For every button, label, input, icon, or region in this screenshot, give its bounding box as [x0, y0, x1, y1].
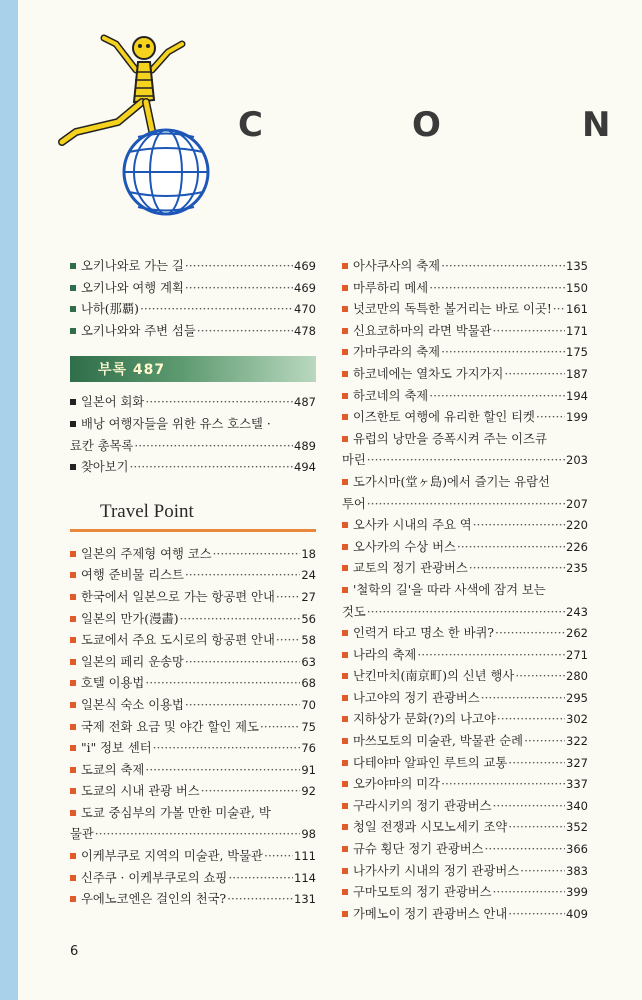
- bullet-icon: [342, 911, 348, 917]
- toc-entry-title: 다테야마 알파인 루트의 교통: [353, 755, 508, 770]
- toc-entry: [342, 753, 588, 775]
- toc-entry-title: 난킨마치(南京町)의 신년 행사: [353, 669, 515, 684]
- toc-entry-page: 98: [301, 827, 316, 842]
- toc-entry-page: 340: [566, 798, 588, 813]
- toc-entry: [342, 364, 588, 386]
- leader-dots: [153, 738, 301, 760]
- globe-icon: [124, 130, 208, 214]
- toc-entry-title: 교토의 정기 관광버스: [353, 561, 468, 576]
- bullet-icon: [70, 853, 76, 859]
- toc-entry-page: 171: [566, 323, 588, 338]
- toc-entry-title: 일본의 만가(漫畵): [81, 611, 179, 626]
- leader-dots: [515, 666, 565, 688]
- leader-dots: [429, 386, 565, 408]
- toc-entry-page: 114: [294, 870, 316, 885]
- bullet-icon: [70, 594, 76, 600]
- toc-entry-title-continued: 물관: [70, 827, 94, 842]
- leader-dots: [197, 321, 293, 343]
- toc-entry-page: 187: [566, 366, 588, 381]
- leader-dots: [185, 565, 301, 587]
- bullet-icon: [70, 745, 76, 751]
- toc-entry-title: 한국에서 일본으로 가는 항공편 안내: [81, 589, 275, 604]
- leader-dots: [185, 652, 301, 674]
- toc-entry: [342, 817, 588, 839]
- leader-dots: [185, 278, 293, 300]
- toc-entry: [342, 796, 588, 818]
- bullet-icon: [342, 738, 348, 744]
- bullet-icon: [342, 803, 348, 809]
- toc-entry-page: 489: [294, 438, 316, 453]
- toc-entry-title: 나하(那覇): [81, 302, 139, 317]
- leader-dots: [508, 753, 565, 775]
- toc-entry: [342, 321, 588, 343]
- toc-entry: [70, 299, 316, 321]
- toc-entry-page: 131: [294, 892, 316, 907]
- toc-entry-title: 도가시마(堂ヶ島)에서 즐기는 유람선: [353, 474, 550, 489]
- leader-dots: [504, 364, 565, 386]
- leader-dots: [367, 602, 565, 624]
- toc-entry-title: 이즈한토 여행에 유리한 할인 티켓: [353, 410, 535, 425]
- bullet-icon: [342, 328, 348, 334]
- bullet-icon: [70, 875, 76, 881]
- leader-dots: [145, 673, 300, 695]
- toc-entry-title: 우에노코엔은 걸인의 천국?: [81, 892, 227, 907]
- toc-entry-page: 18: [301, 546, 316, 561]
- toc-entry: [342, 342, 588, 364]
- toc-entry: [342, 515, 588, 537]
- leader-dots: [493, 882, 566, 904]
- toc-entry-page: 220: [566, 518, 588, 533]
- toc-entry: [70, 278, 316, 300]
- appendix-label: 부록 487: [98, 362, 166, 379]
- toc-entry: [342, 688, 588, 710]
- toc-entry: [70, 695, 316, 717]
- bullet-icon: [342, 716, 348, 722]
- side-stripe: [0, 0, 18, 1000]
- toc-entry-page: 487: [294, 395, 316, 410]
- toc-entry-title: 구마모토의 정기 관광버스: [353, 885, 492, 900]
- bullet-icon: [342, 565, 348, 571]
- toc-entry: [70, 565, 316, 587]
- left-mid-list: [70, 392, 316, 478]
- travel-point-label: Travel Point: [100, 500, 194, 522]
- toc-entry-title: 오키나와로 가는 길: [81, 259, 184, 273]
- leader-dots: [367, 450, 565, 472]
- leader-dots: [493, 796, 566, 818]
- toc-entry-page: 295: [566, 690, 588, 705]
- toc-entry-page: 226: [566, 539, 588, 554]
- leader-dots: [185, 256, 293, 278]
- toc-entry-page: 175: [566, 345, 588, 360]
- toc-entry-page: 235: [566, 561, 588, 576]
- leader-dots: [485, 839, 566, 861]
- toc-entry-title: 청일 전쟁과 시모노세키 조약: [353, 820, 508, 835]
- toc-entry-title: 하코네의 축제: [353, 388, 429, 403]
- bullet-icon: [342, 587, 348, 593]
- toc-entry-title: 오사카의 수상 버스: [353, 539, 456, 554]
- toc-entry: [70, 256, 316, 278]
- leader-dots: [260, 717, 300, 739]
- toc-entry: [70, 889, 316, 911]
- toc-entry-page: 135: [566, 259, 588, 273]
- toc-entry-page: 111: [294, 849, 316, 864]
- toc-entry-title: 나라의 축제: [353, 647, 417, 662]
- appendix-banner: [70, 356, 316, 382]
- bullet-icon: [70, 724, 76, 730]
- toc-entry-page: 27: [301, 589, 316, 604]
- toc-entry-title: 나고야의 정기 관광버스: [353, 690, 480, 705]
- toc-entry-page: 91: [301, 762, 316, 777]
- toc-entry-page: 302: [566, 712, 588, 727]
- leader-dots: [457, 537, 565, 559]
- toc-entry-title: 넛코만의 독특한 볼거리는 바로 이곳!: [353, 302, 552, 317]
- toc-entry: [342, 256, 588, 278]
- bullet-icon: [70, 306, 76, 312]
- toc-entry-page: 271: [566, 647, 588, 662]
- toc-entry-title: 도쿄의 시내 관광 버스: [81, 784, 200, 799]
- toc-entry-title: 국제 전화 요금 및 야간 할인 제도: [81, 719, 259, 734]
- bullet-icon: [342, 781, 348, 787]
- toc-entry-page: 470: [294, 302, 316, 317]
- toc-entry-page: 366: [566, 842, 588, 857]
- toc-entry-title: 인력거 타고 명소 한 바퀴?: [353, 626, 495, 641]
- toc-entry-title: 규슈 횡단 정기 관광버스: [353, 842, 484, 857]
- leader-dots: [508, 904, 565, 926]
- leader-dots: [493, 321, 566, 343]
- toc-entry: [70, 738, 316, 760]
- toc-entry-title: 하코네에는 열차도 가지가지: [353, 366, 504, 381]
- toc-entry: [342, 537, 588, 559]
- bullet-icon: [342, 630, 348, 636]
- bullet-icon: [342, 393, 348, 399]
- leader-dots: [130, 457, 294, 479]
- toc-entry-title: 일본식 숙소 이용법: [81, 697, 184, 712]
- bullet-icon: [342, 695, 348, 701]
- toc-entry-title: 오사카 시내의 주요 역: [353, 518, 472, 533]
- toc-entry-title: 아사쿠사의 축제: [353, 259, 441, 273]
- bullet-icon: [342, 846, 348, 852]
- bullet-icon: [342, 306, 348, 312]
- toc-entry: [70, 717, 316, 739]
- toc-entry: [70, 846, 316, 868]
- toc-entry: [342, 278, 588, 300]
- leader-dots: [228, 868, 293, 890]
- toc-entry: [70, 803, 316, 825]
- toc-entry-continuation: [342, 494, 588, 516]
- toc-entry-continuation: [342, 602, 588, 624]
- toc-entry-page: 262: [566, 626, 588, 641]
- toc-entry: [70, 760, 316, 782]
- bullet-icon: [70, 572, 76, 578]
- bullet-icon: [70, 328, 76, 334]
- toc-entry-title-continued: 료칸 총목록: [70, 438, 134, 453]
- left-top-list: [70, 256, 316, 342]
- toc-entry: [70, 630, 316, 652]
- toc-entry-page: 207: [566, 496, 588, 511]
- bullet-icon: [70, 637, 76, 643]
- toc-entry-title: 가메노이 정기 관광버스 안내: [353, 906, 508, 921]
- toc-entry-title-continued: 투어: [342, 496, 366, 511]
- bullet-icon: [70, 767, 76, 773]
- leader-dots: [134, 436, 293, 458]
- bullet-icon: [342, 760, 348, 766]
- toc-entry-title: '철학의 길'을 따라 사색에 잠겨 보는: [353, 582, 546, 597]
- toc-entry-page: 70: [301, 697, 316, 712]
- leader-dots: [417, 645, 565, 667]
- bullet-icon: [342, 824, 348, 830]
- toc-entry-title: 일본의 주제형 여행 코스: [81, 546, 212, 561]
- leader-dots: [276, 630, 301, 652]
- toc-entry: [342, 580, 588, 602]
- toc-entry-page: 58: [301, 633, 316, 648]
- toc-entry-page: 161: [566, 302, 588, 317]
- toc-entry: [342, 774, 588, 796]
- leader-dots: [180, 609, 301, 631]
- leader-dots: [95, 824, 301, 846]
- leader-dots: [213, 544, 301, 566]
- toc-entry-title: 오키나와 여행 계획: [81, 280, 184, 295]
- toc-entry: [342, 839, 588, 861]
- leader-dots: [201, 781, 301, 803]
- toc-entry: [342, 386, 588, 408]
- toc-entry-title-continued: 마린: [342, 453, 366, 468]
- toc-entry-title: 일본의 페리 운송망: [81, 654, 184, 669]
- bullet-icon: [342, 652, 348, 658]
- leader-dots: [508, 817, 565, 839]
- toc-entry: [70, 673, 316, 695]
- toc-entry-title: 오키나와와 주변 섬들: [81, 323, 196, 338]
- bullet-icon: [342, 436, 348, 442]
- toc-entry: [342, 623, 588, 645]
- bullet-icon: [70, 659, 76, 665]
- toc-entry-page: 243: [566, 604, 588, 619]
- toc-entry: [70, 609, 316, 631]
- leader-dots: [227, 889, 293, 911]
- toc-entry-page: 150: [566, 280, 588, 295]
- page-number: 6: [70, 944, 79, 959]
- leader-dots: [441, 342, 565, 364]
- toc-entry-title: 가마쿠라의 축제: [353, 345, 441, 360]
- leader-dots: [185, 695, 301, 717]
- left-column: [70, 256, 316, 911]
- page: [18, 0, 642, 1000]
- toc-entry-title: 마쓰모토의 미술관, 박물관 순례: [353, 734, 524, 749]
- toc-entry-title: 이케부쿠로 지역의 미술관, 박물관: [81, 849, 263, 864]
- bullet-icon: [342, 673, 348, 679]
- leader-dots: [536, 407, 565, 429]
- toc-entry: [342, 472, 588, 494]
- toc-entry-title: 나가사키 시내의 정기 관광버스: [353, 863, 520, 878]
- header-letter-n: N: [582, 105, 611, 145]
- toc-entry: [70, 781, 316, 803]
- bullet-icon: [70, 464, 76, 470]
- leader-dots: [469, 558, 565, 580]
- toc-entry-page: 337: [566, 777, 588, 792]
- toc-entry-page: 383: [566, 863, 588, 878]
- toc-entry-title: "i" 정보 센터: [81, 741, 152, 756]
- toc-entry-page: 469: [294, 280, 316, 295]
- toc-entry-page: 399: [566, 885, 588, 900]
- bullet-icon: [70, 421, 76, 427]
- bullet-icon: [70, 285, 76, 291]
- toc-entry-page: 469: [294, 259, 316, 273]
- toc-entry-page: 352: [566, 820, 588, 835]
- leader-dots: [140, 299, 293, 321]
- toc-entry: [342, 645, 588, 667]
- toc-entry: [70, 652, 316, 674]
- leader-dots: [553, 299, 565, 321]
- toc-entry-page: 409: [566, 906, 588, 921]
- toc-entry: [70, 321, 316, 343]
- toc-entry-continuation: [342, 450, 588, 472]
- bullet-icon: [342, 349, 348, 355]
- toc-entry-page: 68: [301, 676, 316, 691]
- toc-entry-title: 마루하리 메세: [353, 280, 429, 295]
- toc-entry: [342, 709, 588, 731]
- leader-dots: [524, 731, 565, 753]
- bullet-icon: [342, 889, 348, 895]
- bullet-icon: [70, 399, 76, 405]
- bullet-icon: [342, 414, 348, 420]
- right-column: [342, 256, 588, 925]
- toc-entry-title: 일본어 회화: [81, 395, 145, 410]
- toc-entry: [342, 299, 588, 321]
- bullet-icon: [70, 788, 76, 794]
- bullet-icon: [342, 371, 348, 377]
- header-letter-o: O: [412, 105, 441, 145]
- toc-entry-title: 여행 준비물 리스트: [81, 568, 184, 583]
- bullet-icon: [70, 896, 76, 902]
- bullet-icon: [342, 522, 348, 528]
- toc-entry-title: 구라시키의 정기 관광버스: [353, 798, 492, 813]
- toc-entry-title: 도쿄 중심부의 가볼 만한 미술관, 박: [81, 805, 271, 820]
- left-bottom-list: [70, 544, 316, 911]
- leader-dots: [497, 709, 565, 731]
- toc-entry-title: 신주쿠 · 이케부쿠로의 쇼핑: [81, 870, 228, 885]
- toc-entry: [70, 587, 316, 609]
- toc-entry-title: 도쿄의 축제: [81, 762, 145, 777]
- toc-entry: [342, 407, 588, 429]
- leader-dots: [441, 256, 565, 278]
- toc-entry-page: 327: [566, 755, 588, 770]
- toc-entry-continuation: [70, 436, 316, 458]
- toc-entry: [70, 414, 316, 436]
- leader-dots: [145, 760, 300, 782]
- toc-entry: [342, 666, 588, 688]
- toc-entry-page: 92: [301, 784, 316, 799]
- toc-entry-title: 지하상가 문화(?)의 나고야: [353, 712, 496, 727]
- toc-entry-page: 322: [566, 734, 588, 749]
- leader-dots: [481, 688, 565, 710]
- leader-dots: [429, 278, 565, 300]
- leader-dots: [145, 392, 293, 414]
- toc-entry-title: 찾아보기: [81, 460, 129, 475]
- header-illustration: [46, 30, 226, 250]
- toc-entry-page: 75: [301, 719, 316, 734]
- toc-entry-page: 63: [301, 654, 316, 669]
- toc-entry: [342, 904, 588, 926]
- toc-entry-title: 신요코하마의 라면 박물관: [353, 323, 492, 338]
- toc-entry: [342, 861, 588, 883]
- toc-entry-title: 배낭 여행자들을 위한 유스 호스텔 ·: [81, 416, 271, 431]
- toc-entry: [70, 392, 316, 414]
- toc-entry-page: 203: [566, 453, 588, 468]
- bullet-icon: [342, 868, 348, 874]
- bullet-icon: [70, 616, 76, 622]
- toc-entry: [342, 731, 588, 753]
- toc-entry-page: 56: [301, 611, 316, 626]
- toc-entry: [342, 558, 588, 580]
- toc-entry-title: 유럽의 낭만을 증폭시켜 주는 이즈큐: [353, 431, 547, 446]
- toc-entry-continuation: [70, 824, 316, 846]
- bullet-icon: [70, 810, 76, 816]
- bullet-icon: [342, 544, 348, 550]
- toc-entry-page: 478: [294, 323, 316, 338]
- toc-entry-page: 494: [294, 460, 316, 475]
- toc-entry-title: 오카야마의 미각: [353, 777, 441, 792]
- toc-entry: [342, 429, 588, 451]
- leader-dots: [264, 846, 293, 868]
- bullet-icon: [70, 263, 76, 269]
- leader-dots: [495, 623, 565, 645]
- toc-entry-title-continued: 것도: [342, 604, 366, 619]
- toc-entry-page: 24: [301, 568, 316, 583]
- leader-dots: [520, 861, 565, 883]
- leader-dots: [276, 587, 301, 609]
- header-letter-c: C: [238, 105, 263, 145]
- toc-entry-page: 194: [566, 388, 588, 403]
- bullet-icon: [342, 285, 348, 291]
- bullet-icon: [342, 263, 348, 269]
- bullet-icon: [70, 680, 76, 686]
- bullet-icon: [342, 479, 348, 485]
- bullet-icon: [70, 702, 76, 708]
- toc-entry: [70, 457, 316, 479]
- toc-entry: [342, 882, 588, 904]
- toc-entry-title: 도쿄에서 주요 도시로의 항공편 안내: [81, 633, 275, 648]
- travel-point-heading: [70, 501, 316, 532]
- bullet-icon: [70, 551, 76, 557]
- leader-dots: [441, 774, 565, 796]
- toc-entry-page: 199: [566, 410, 588, 425]
- toc-entry: [70, 868, 316, 890]
- leader-dots: [367, 494, 565, 516]
- leader-dots: [473, 515, 565, 537]
- toc-entry-title: 호텔 이용법: [81, 676, 145, 691]
- toc-entry: [70, 544, 316, 566]
- toc-entry-page: 76: [301, 741, 316, 756]
- toc-entry-page: 280: [566, 669, 588, 684]
- right-list: [342, 256, 588, 925]
